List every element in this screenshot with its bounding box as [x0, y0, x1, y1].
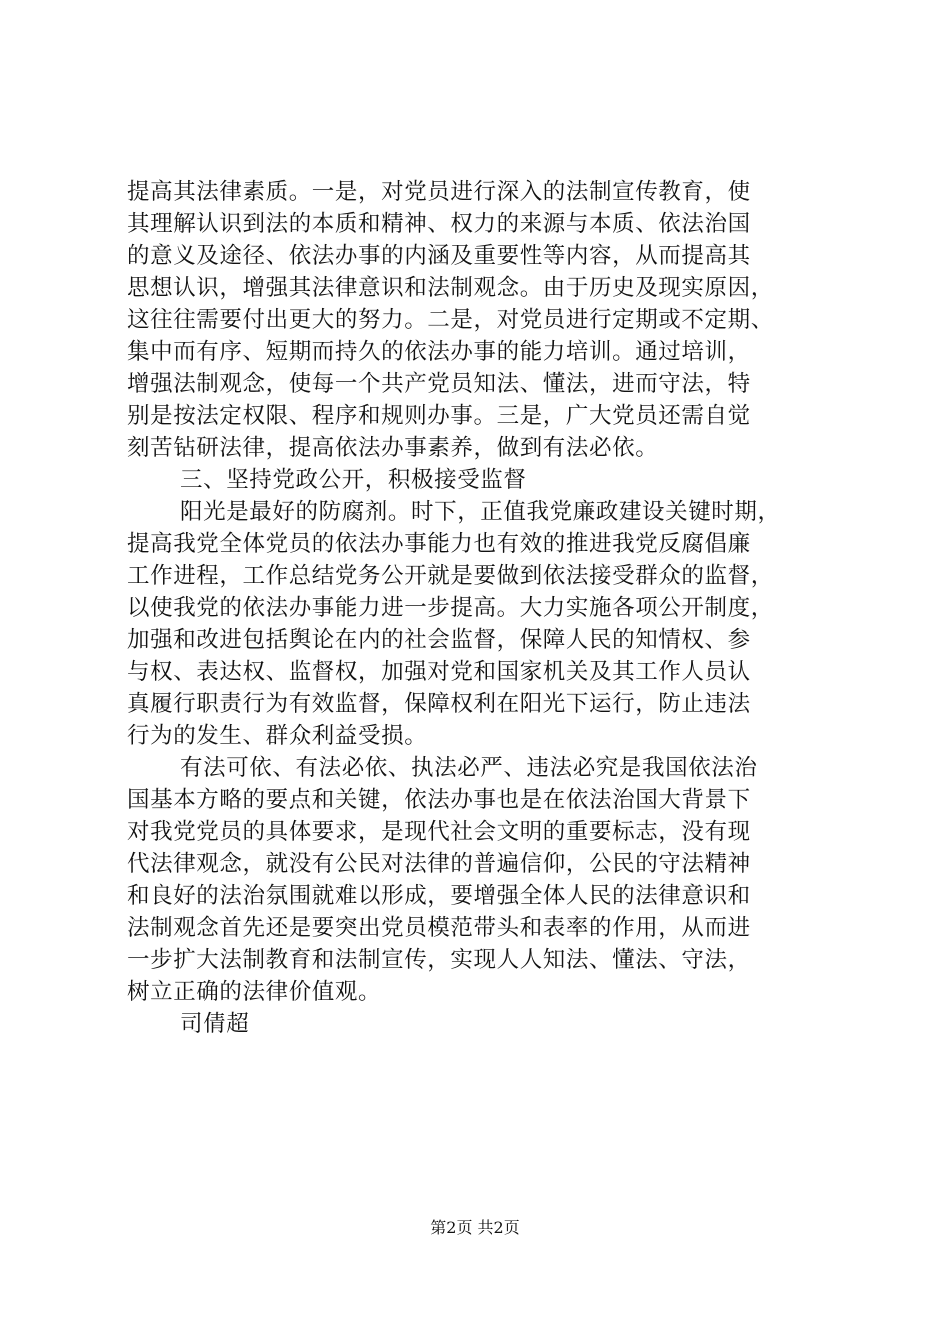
body-text-line: 行为的发生、群众利益受损。	[127, 723, 428, 749]
body-text-line: 这往往需要付出更大的努力。二是，对党员进行定期或不定期、	[127, 307, 774, 333]
body-text-line: 阳光是最好的防腐剂。时下，正值我党廉政建设关键时期，	[180, 499, 781, 525]
author-signature: 司倩超	[180, 1011, 250, 1037]
body-text-line: 法制观念首先还是要突出党员模范带头和表率的作用，从而进	[127, 915, 751, 941]
body-text-line: 与权、表达权、监督权，加强对党和国家机关及其工作人员认	[127, 659, 751, 685]
body-text-line: 和良好的法治氛围就难以形成，要增强全体人民的法律意识和	[127, 883, 751, 909]
page-number-footer: 第2页 共2页	[430, 1218, 520, 1237]
body-text-line: 其理解认识到法的本质和精神、权力的来源与本质、依法治国	[127, 211, 751, 237]
body-text-line: 代法律观念，就没有公民对法律的普遍信仰，公民的守法精神	[127, 851, 751, 877]
body-text-line: 对我党党员的具体要求，是现代社会文明的重要标志，没有现	[127, 819, 751, 845]
body-text-line: 有法可依、有法必依、执法必严、违法必究是我国依法治	[180, 755, 758, 781]
body-text-line: 加强和改进包括舆论在内的社会监督，保障人民的知情权、参	[127, 627, 751, 653]
body-text-line: 真履行职责行为有效监督，保障权利在阳光下运行，防止违法	[127, 691, 751, 717]
section-heading: 三、坚持党政公开，积极接受监督	[180, 467, 527, 493]
body-text-line: 集中而有序、短期而持久的依法办事的能力培训。通过培训，	[127, 339, 751, 365]
body-text-line: 提高其法律素质。一是，对党员进行深入的法制宣传教育，使	[127, 179, 751, 205]
body-text-line: 的意义及途径、依法办事的内涵及重要性等内容，从而提高其	[127, 243, 751, 269]
body-text-line: 思想认识，增强其法律意识和法制观念。由于历史及现实原因，	[127, 275, 774, 301]
body-text-line: 工作进程，工作总结党务公开就是要做到依法接受群众的监督，	[127, 563, 774, 589]
body-text-line: 提高我党全体党员的依法办事能力也有效的推进我党反腐倡廉	[127, 531, 751, 557]
body-text-line: 一步扩大法制教育和法制宣传，实现人人知法、懂法、守法，	[127, 947, 751, 973]
body-text-line: 树立正确的法律价值观。	[127, 979, 382, 1005]
body-text-line: 别是按法定权限、程序和规则办事。三是，广大党员还需自觉	[127, 403, 751, 429]
body-text-line: 国基本方略的要点和关键，依法办事也是在依法治国大背景下	[127, 787, 751, 813]
body-text-line: 刻苦钻研法律，提高依法办事素养，做到有法必依。	[127, 435, 659, 461]
body-text-line: 增强法制观念，使每一个共产党员知法、懂法，进而守法，特	[127, 371, 751, 397]
body-text-line: 以使我党的依法办事能力进一步提高。大力实施各项公开制度，	[127, 595, 774, 621]
